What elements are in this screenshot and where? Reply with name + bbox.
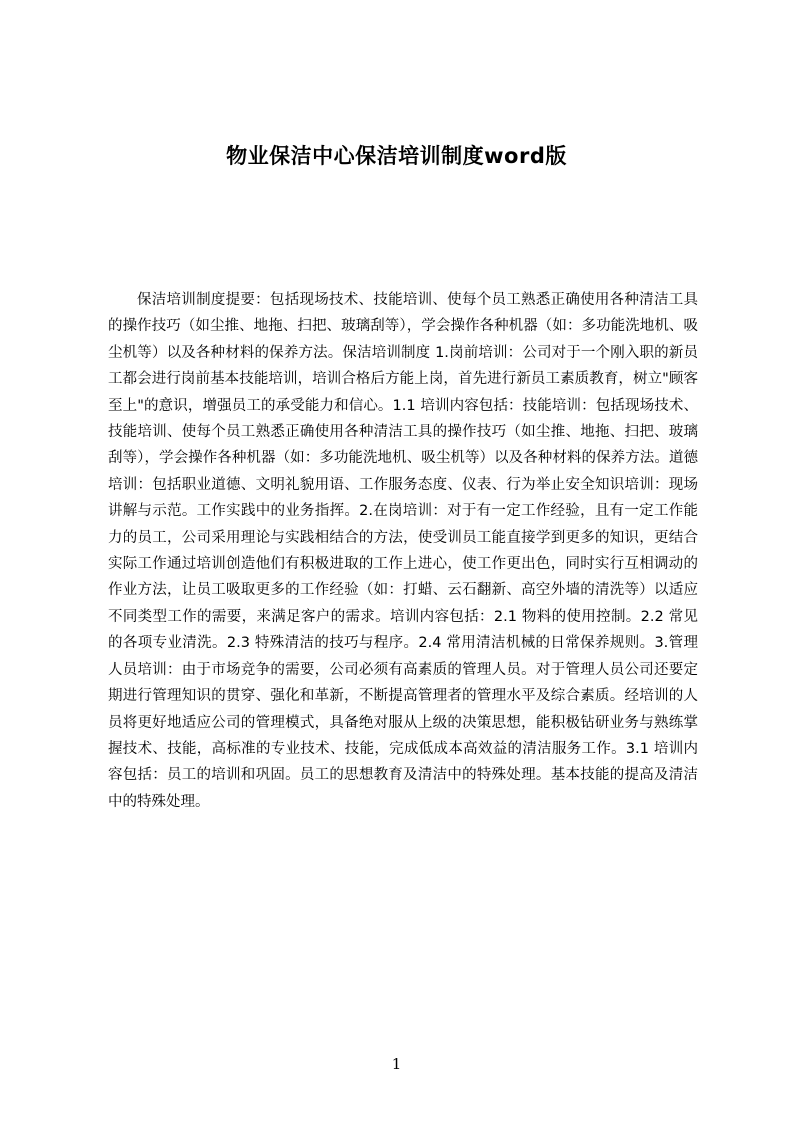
page-number: 1 bbox=[391, 1055, 402, 1073]
document-title: 物业保洁中心保洁培训制度word版 bbox=[226, 144, 567, 168]
document-body-paragraph: 保洁培训制度提要：包括现场技术、技能培训、使每个员工熟悉正确使用各种清洁工具的操作技巧（如尘推、地拖、扫把、玻璃刮等），学会操作各种机器（如：多功能洗地机、吸尘机等）以及各种材料的保养方法。保洁培训制度 1.岗前培训：公司对于一个刚入职的新员工都会进行岗前基本技能培训，培训合格后方能上岗，首先进行新员工素质教育，树立"顾客至上"的意识，增强员工的承受能力和信心。1.1 培训内容包括：技能培训：包括现场技术、技能培训、使每个员工熟悉正确使用各种清洁工具的操作技巧（如尘推、地拖、扫把、玻璃刮等），学会操作各种机器（如：多功能洗地机、吸尘机等）以及各种材料的保养方法。道德培训：包括职业道德、文明礼貌用语、工作服务态度、仪表、行为举止安全知识培训：现场讲解与示范。工作实践中的业务指挥。2.在岗培训：对于有一定工作经验，且有一定工作能力的员工，公司采用理论与实践相结合的方法，使受训员工能直接学到更多的知识，更结合实际工作通过培训创造他们有积极进取的工作上进心，使工作更出色，同时实行互相调动的作业方法，让员工吸取更多的工作经验（如：打蜡、云石翻新、高空外墙的清洗等）以适应不同类型工作的需要，来满足客户的需求。培训内容包括：2.1 物料的使用控制。2.2 常见的各项专业清洗。2.3 特殊清洁的技巧与程序。2.4 常用清洁机械的日常保养规则。3.管理人员培训：由于市场竞争的需要，公司必须有高素质的管理人员。对于管理人员公司还要定期进行管理知识的贯穿、强化和革新，不断提高管理者的管理水平及综合素质。经培训的人员将更好地适应公司的管理模式，具备绝对服从上级的决策思想，能积极钻研业务与熟练掌握技术、技能，高标准的专业技术、技能，完成低成本高效益的清洁服务工作。3.1 培训内容包括：员工的培训和巩固。员工的思想教育及清洁中的特殊处理。基本技能的提高及清洁中的特殊处理。 bbox=[108, 292, 698, 810]
